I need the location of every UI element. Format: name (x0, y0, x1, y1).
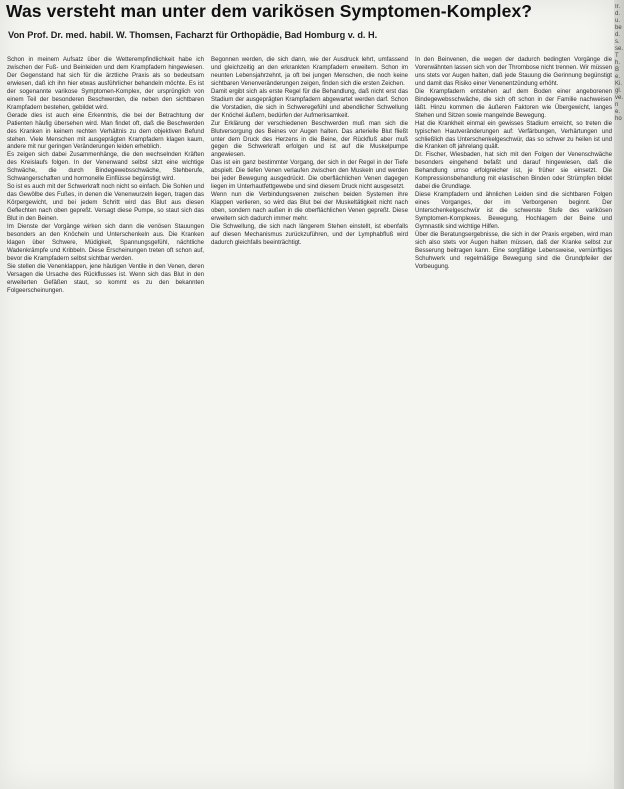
paragraph: Über die Beratungsergebnisse, die sich in der Praxis ergeben, wird man sich also stets vor Augen halten müssen, daß der Kranke selbst zur Besserung beitragen kann. Eine sorgfältige Lebensweise, vernünftiges Schuhwerk und regelmäßige Bewegung sind die Grundpfeiler der Vorbeugung. (415, 230, 612, 270)
paragraph: Schon in meinem Aufsatz über die Wetterempfindlichkeit habe ich zwischen der Fuß- und Beinleiden und dem Krampfadern hingewiesen. Der Gegenstand hat sich für die ärztliche Praxis als so bedeutsam erwiesen, daß ich ihn hier etwas ausführlicher behandeln möchte. Es ist der sogenannte varikose Symptomen-Komplex, der ursprünglich von einem Teil der besonderen Beschwerden, die neben den sichtbaren Krampfadern bestehen, gebildet wird. (7, 56, 204, 111)
article-title: Was versteht man unter dem varikösen Symptomen-Komplex? (6, 1, 533, 21)
article-byline: Von Prof. Dr. med. habil. W. Thomsen, Facharzt für Orthopädie, Bad Homburg v. d. H. (8, 30, 378, 40)
paragraph: Sie stellen die Venenklappen, jene häutigen Ventile in den Venen, deren Versagen die Ursache des Rückflusses ist. Wenn sich das Blut in den erweiterten Gefäßen staut, so kommt es zu den bekannten Folgeerscheinungen. (7, 262, 204, 294)
paragraph: Damit ergibt sich als erste Regel für die Behandlung, daß nicht erst das Stadium der ausgeprägten Krampfadern abgewartet werden darf. Schon die Vorstadien, die sich in Schweregefühl und abendlicher Schwellung der Knöchel äußern, bedürfen der Aufmerksamkeit. (211, 87, 408, 119)
text-column-2 (211, 56, 408, 786)
paragraph: In den Beinvenen, die wegen der dadurch bedingten Vorgänge die Vorerwähnten lassen sich von der Thrombose nicht trennen. Wir müssen uns stets vor Augen halten, daß jede Stauung die Gerinnung begünstigt und damit das Risiko einer Venenentzündung erhöht. (415, 56, 612, 87)
paragraph: Das ist ein ganz bestimmter Vorgang, der sich in der Regel in der Tiefe abspielt. Die tiefen Venen verlaufen zwischen den Muskeln und werden bei jeder Bewegung ausgedrückt. Die oberflächlichen Venen dagegen liegen im Unterhautfettgewebe und sind diesem Druck nicht ausgesetzt. (211, 159, 408, 191)
article-body (7, 56, 612, 786)
text-column-3 (415, 56, 612, 786)
paragraph: Es zeigen sich dabei Zusammenhänge, die den wechselnden Kräften des Kreislaufs folgen. In der Venenwand selbst sitzt eine wichtige Schwäche, die durch Bindegewebsschwäche, Stehberufe, Schwangerschaften und hormonelle Einflüsse begünstigt wird. (7, 151, 204, 183)
paragraph: Die Krampfadern entstehen auf dem Boden einer angeborenen Bindegewebsschwäche, die sich oft schon in der Familie nachweisen läßt. Hinzu kommen die äußeren Faktoren wie Übergewicht, langes Stehen und Sitzen sowie mangelnde Bewegung. (415, 87, 612, 119)
paragraph: Gerade dies ist auch eine Erkenntnis, die bei der Betrachtung der Patienten häufig übersehen wird. Man findet oft, daß die Beschwerden des Kranken in keinem rechten Verhältnis zu dem objektiven Befund stehen. Viele Menschen mit ausgeprägten Krampfadern klagen kaum, andere mit nur geringen Veränderungen leiden erheblich. (7, 111, 204, 151)
paragraph: Hat die Krankheit einmal ein gewisses Stadium erreicht, so treten die typischen Hautveränderungen auf: Verfärbungen, Verhärtungen und schließlich das Unterschenkelgeschwür, das so schwer zu heilen ist und die Kranken oft jahrelang quält. (415, 119, 612, 151)
paragraph: Begonnen werden, die sich dann, wie der Ausdruck lehrt, umfassend und gleichzeitig an den erkrankten Krampfadern erweitern. Schon im neunten Lebensjahrzehnt, ja oft bei jungen Menschen, die noch keine sichtbaren Venenveränderungen zeigen, finden sich die ersten Zeichen. (211, 56, 408, 87)
paragraph: Wenn nun die Verbindungsvenen zwischen beiden Systemen ihre Klappen verlieren, so wird das Blut bei der Muskeltätigkeit nicht nach oben, sondern nach außen in die oberflächlichen Venen gepreßt. Diese erweitern sich dadurch immer mehr. (211, 191, 408, 223)
paragraph: Im Dienste der Vorgänge wirken sich dann die venösen Stauungen besonders an den Knöcheln und Unterschenkeln aus. Die Kranken klagen über Schwere, Müdigkeit, Spannungsgefühl, nächtliche Wadenkrämpfe und Kribbeln. Diese Erscheinungen treten oft schon auf, bevor die Krampfadern selbst sichtbar werden. (7, 223, 204, 262)
paragraph: So ist es auch mit der Schwerkraft noch nicht so einfach. Die Sohlen und das Gewölbe des Fußes, in denen die Venenwurzeln liegen, tragen das Körpergewicht, und bei jedem Schritt wird das Blut aus diesen Geflechten nach oben gepreßt. Versagt diese Pumpe, so staut sich das Blut in den Beinen. (7, 183, 204, 223)
text-column-1 (7, 56, 204, 786)
paragraph: Diese Krampfadern und ähnlichen Leiden sind die sichtbaren Folgen eines Vorganges, der im Verborgenen beginnt. Der Unterschenkelgeschwür ist die schwerste Stufe des varikösen Symptomen-Komplexes. Bewegung, Hochlagern der Beine und Gymnastik sind wichtige Hilfen. (415, 191, 612, 231)
paragraph: Die Schwellung, die sich nach längerem Stehen einstellt, ist ebenfalls auf diesen Mechanismus zurückzuführen, und der Lymphabfluß wird dadurch gleichfalls beeinträchtigt. (211, 223, 408, 246)
paragraph: Dr. Fischer, Wiesbaden, hat sich mit den Folgen der Venenschwäche besonders eingehend befaßt und darauf hingewiesen, daß die Behandlung umso erfolgreicher ist, je früher sie einsetzt. Die Kompressionsbehandlung mit elastischen Binden oder Strümpfen bildet dabei die Grundlage. (415, 151, 612, 191)
adjacent-page-edge (614, 0, 624, 789)
paragraph: Zur Erklärung der verschiedenen Beschwerden muß man sich die Blutversorgung des Beines vor Augen halten. Das arterielle Blut fließt unter dem Druck des Herzens in die Beine, der Rückfluß aber muß gegen die Schwerkraft erfolgen und ist auf die Muskelpumpe angewiesen. (211, 119, 408, 159)
adjacent-page-text: Ir. d. u. be d. s. se. Th. Be. Ki. gl. ve. ne. ho (615, 4, 623, 122)
